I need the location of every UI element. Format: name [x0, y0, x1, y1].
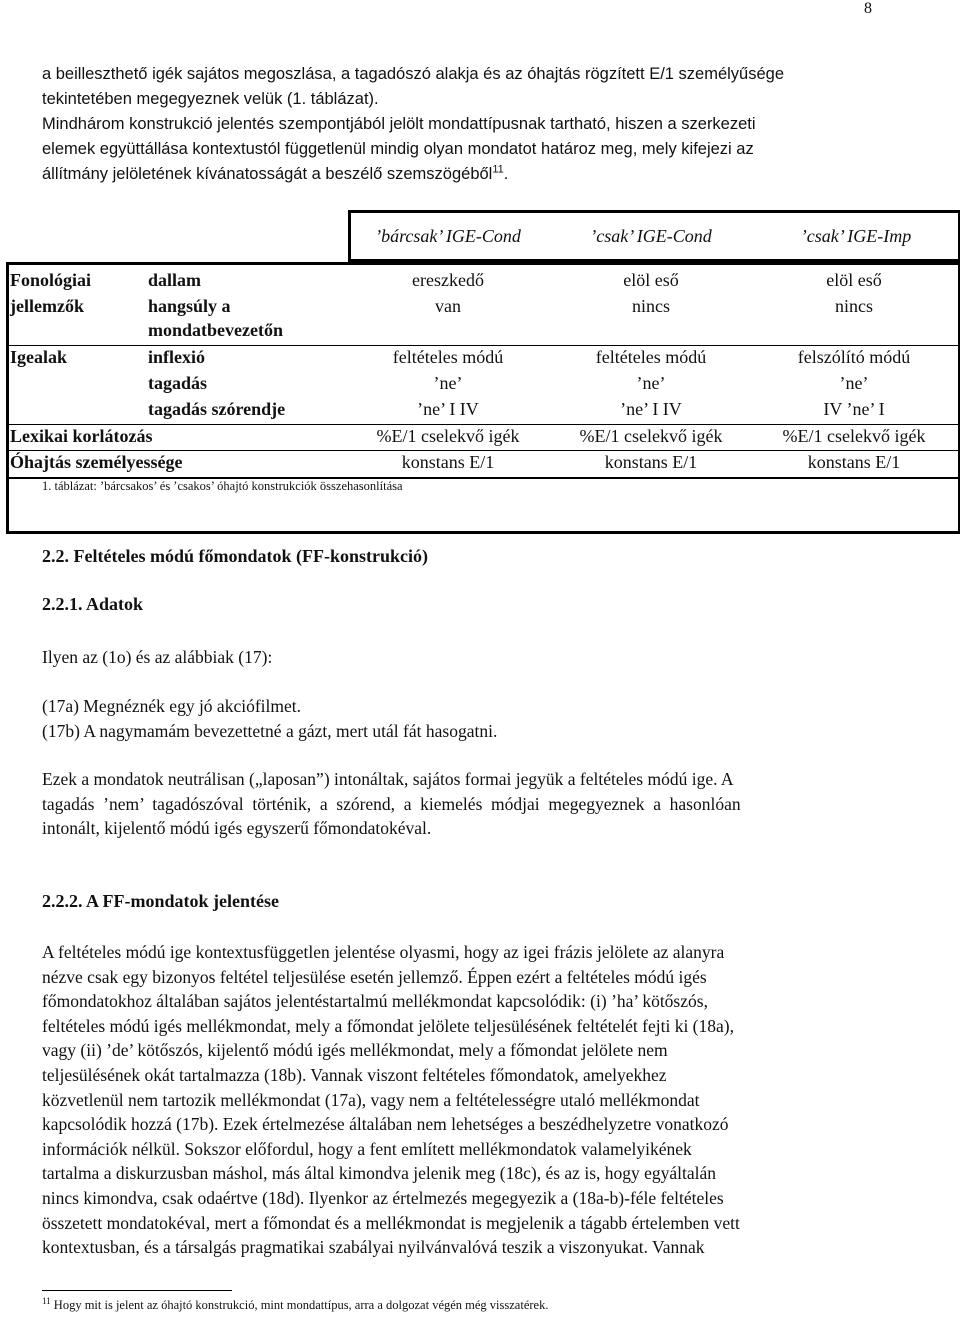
table-cell: nincs — [632, 296, 670, 316]
paragraph-line: információk nélkül. Sokszor előfordul, hogy a fent említett mellékmondatok valamelyikének — [42, 1138, 692, 1159]
intro-line: elemek együttállása kontextustól függetlenül mindig olyan mondatot határoz meg, mely kifejezi az — [42, 140, 754, 158]
table-cell: elöl eső — [623, 270, 679, 290]
example-17a: (17a) Megnéznék egy jó akciófilmet. — [42, 696, 301, 716]
paragraph-line: közvetlenül nem tartozik mellékmondat (17a), vagy nem a feltételességre utaló mellékmondat — [42, 1089, 700, 1110]
table-cell: ’ne’ — [636, 373, 666, 393]
section-heading-2-2: 2.2. Feltételes módú főmondatok (FF-konstrukció) — [42, 546, 428, 566]
footnote-divider — [42, 1290, 232, 1291]
table-cell: %E/1 cselekvő igék — [579, 426, 723, 446]
table-cell: ’ne’ I IV — [620, 399, 682, 419]
table-header-csak-imp: ’csak’ IGE-Imp — [800, 226, 912, 246]
table-cell: ereszkedő — [412, 270, 484, 290]
table-cell: konstans E/1 — [401, 452, 495, 472]
paragraph-line: kontextusban, és a társalgás pragmatikai szabályai nyilvánvalóvá teszik a viszonyukat. Vannak — [42, 1237, 705, 1258]
feature-label: tagadás — [148, 373, 208, 393]
paragraph-line: teljesülésének okát tartalmazza (18b). Vannak viszont feltételes főmondatok, amelyekhez — [42, 1064, 667, 1085]
table-cell: %E/1 cselekvő igék — [782, 426, 926, 446]
category-fonologiai: Fonológiai — [10, 270, 92, 290]
section-heading-2-2-1: 2.2.1. Adatok — [42, 594, 144, 614]
paragraph-jelentes — [42, 940, 914, 1260]
feature-label: Óhajtás személyessége — [10, 452, 183, 472]
table-cell: ’ne’ I IV — [417, 399, 479, 419]
footnote-number: 11 — [42, 1295, 51, 1306]
footnote-text: Hogy mit is jelent az óhajtó konstrukció, mint mondattípus, arra a dolgozat végén még visszatérek. — [53, 1298, 549, 1312]
table-cell: van — [435, 296, 461, 316]
paragraph-line: intonált, kijelentő módú igés egyszerű főmondatokéval. — [42, 818, 432, 839]
feature-label: tagadás szórendje — [148, 399, 286, 419]
example-block — [42, 694, 914, 743]
feature-label: hangsúly a — [148, 296, 231, 316]
paragraph-line: nincs kimondva, csak odaértve (18d). Ilyenkor az értelmezés megegyezik a (18a-b)-féle feltételes — [42, 1187, 724, 1208]
row-divider — [6, 424, 960, 425]
table-cell: felszólító módú — [797, 347, 911, 367]
paragraph-line: A feltételes módú ige kontextusfüggetlen jelentése olyasmi, hogy az igei frázis jelölete az alanyra — [42, 942, 725, 962]
table-header-csak-cond: ’csak’ IGE-Cond — [590, 226, 712, 246]
intro-line-text: állítmány jelöletének kívánatosságát a beszélő szemszögéből — [42, 165, 493, 183]
paragraph-line: főmondatokhoz általában sajátos jelentéstartalmú mellékmondat kapcsolódik: (i) ’ha’ kötőszós, — [42, 991, 708, 1012]
paragraph-line: tagadás ’nem’ tagadószóval történik, a szórend, a kiemelés módjai megegyeznek a hasonlóan — [42, 793, 741, 814]
intro-paragraph — [42, 62, 914, 187]
feature-label: Lexikai korlátozás — [10, 426, 153, 446]
row-divider — [6, 450, 960, 451]
paragraph-line: feltételes módú igés mellékmondat, mely a főmondat jelölete teljesülésének feltételét fejti ki (18a), — [42, 1015, 734, 1036]
table-cell: feltételes módú — [595, 347, 707, 367]
intro-line: a beilleszthető igék sajátos megoszlása, a tagadószó alakja és az óhajtás rögzített E/1 személyűsége — [42, 65, 785, 83]
table-cell: ’ne’ — [433, 373, 463, 393]
table-cell: konstans E/1 — [604, 452, 698, 472]
paragraph-line: tartalma a diskurzusban máshol, más által kimondva jelenik meg (18c), és az is, hogy egyáltalán — [42, 1163, 717, 1184]
paragraph-line: Ezek a mondatok neutrálisan („laposan”) intonáltak, sajátos formai jegyük a feltételes módú ige. A — [42, 769, 734, 789]
intro-line-end: . — [503, 165, 509, 183]
feature-label: inflexió — [148, 347, 205, 367]
table-cell: ’ne’ — [839, 373, 869, 393]
feature-label: dallam — [148, 270, 202, 290]
table-cell: elöl eső — [826, 270, 882, 290]
intro-line: Mindhárom konstrukció jelentés szempontjából jelölt mondattípusnak tartható, hiszen a szerkezeti — [42, 115, 756, 133]
intro-line: tekintetében megegyeznek velük (1. táblázat). — [42, 90, 379, 108]
page-number: 8 — [864, 0, 872, 17]
table-header-barcsak-cond: ’bárcsak’ IGE-Cond — [375, 226, 521, 246]
paragraph-ilyen: Ilyen az (1o) és az alábbiak (17): — [42, 647, 273, 667]
example-17b: (17b) A nagymamám bevezettetné a gázt, mert utál fát hasogatni. — [42, 720, 498, 741]
table-cell: %E/1 cselekvő igék — [376, 426, 520, 446]
footnote — [42, 1295, 549, 1313]
section-heading-2-2-2: 2.2.2. A FF-mondatok jelentése — [42, 891, 279, 911]
paragraph-line: kapcsolódik hozzá (17b). Ezek értelmezése általában nem lehetséges a beszédhelyzetre vonatkozó — [42, 1114, 729, 1135]
paragraph-line: összetett mondatokéval, mert a főmondat és a mellékmondat is megjelenik a tágabb értelemben vett — [42, 1212, 740, 1233]
row-divider — [6, 345, 960, 346]
table-caption: 1. táblázat: ’bárcsakos’ és ’csakos’ óhajtó konstrukciók összehasonlítása — [42, 479, 403, 493]
paragraph-line: nézve csak egy bizonyos feltétel teljesülése esetén jellemző. Éppen ezért a feltételes módú igés — [42, 966, 707, 987]
table-cell: konstans E/1 — [807, 452, 901, 472]
feature-label-cont: mondatbevezetőn — [148, 320, 283, 340]
category-jellemzok: jellemzők — [10, 296, 84, 316]
paragraph-ezek — [42, 767, 914, 841]
table-cell: nincs — [835, 296, 873, 316]
table-cell: IV ’ne’ I — [823, 399, 885, 419]
table-cell: feltételes módú — [392, 347, 504, 367]
footnote-ref: 11 — [492, 163, 504, 176]
paragraph-line: vagy (ii) ’de’ kötőszós, kijelentő módú igés mellékmondat, mely a főmondat jelölete nem — [42, 1040, 668, 1061]
intro-line — [42, 162, 914, 187]
category-igealak: Igealak — [10, 347, 68, 367]
